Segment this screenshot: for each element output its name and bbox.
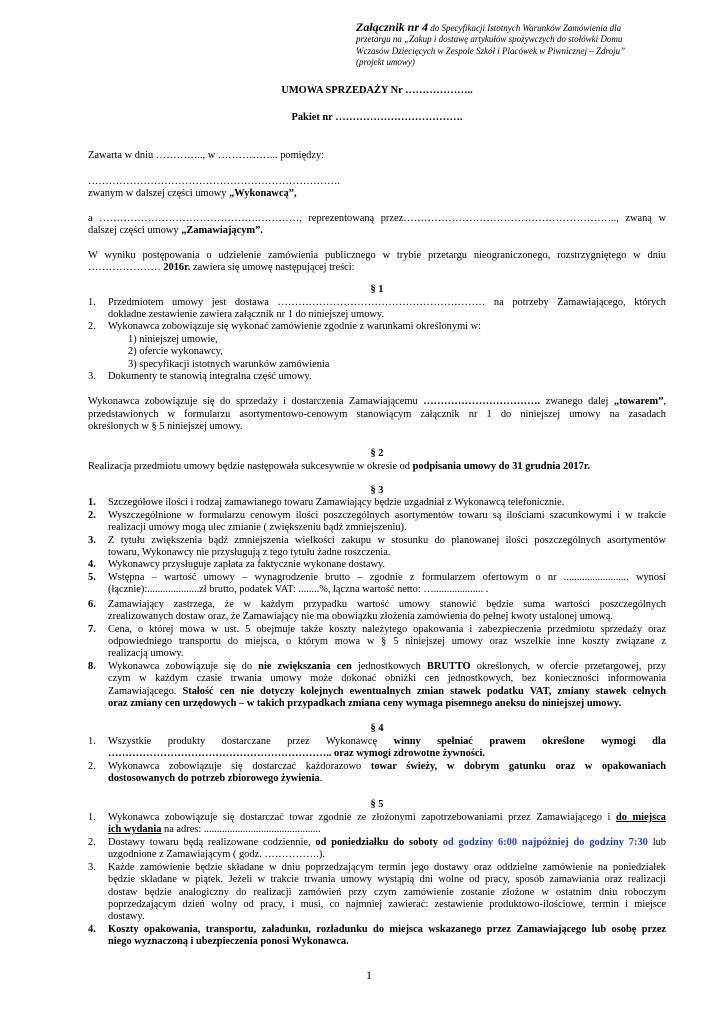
- s3-item-3-l2: towaru, Wykonawcy nie przysługują z tego tytułu żadne roszczenia.: [108, 547, 391, 558]
- s1-num-2: 2.: [88, 321, 96, 332]
- party-line: a ……………………………………….…………, reprezentowaną przez…………………………………………………….., zwaną w: [88, 213, 666, 224]
- s4-num-2: 2.: [88, 761, 96, 772]
- s3-item-1: Szczegółowe ilości i rodzaj zamawianego towaru Zamawiający będzie uzgadniał z Wykonawcą telefonicznie.: [108, 497, 565, 508]
- contractor-dots: ……………………………………………………………….: [88, 176, 340, 187]
- s5-item-3-l3: dostaw będzie analogiczny do realizacji zamówień przy czym zamówienie zostanie złożone w ostatnim dniu roboczym: [108, 887, 666, 898]
- s5-item-4-l2: niego wyznaczoną i ubezpieczenia ponosi Wykonawca.: [108, 936, 349, 947]
- s1-sub-3: 3) specyfikacji istotnych warunków zamówienia: [128, 359, 330, 370]
- concluded-line: Zawarta w dniu ………….., w ……………... pomiędzy:: [88, 150, 325, 161]
- s3-item-6-l2: zrealizowanych dostaw oraz, że Zamawiający nie ma obowiązku złożenia zamówienia do pełnej kwoty ustalonej umową.: [108, 611, 613, 622]
- section-4-heading: § 4: [370, 723, 384, 734]
- s3-item-8-l4: oraz zmiany cen urzędowych – w takich przypadkach zmiana ceny wymaga pisemnego aneksu do niniejszej umowy.: [108, 698, 622, 709]
- s5-item-4-l1: Koszty opakowania, transportu, załadunku, rozładunku do miejsca wskazanego przez Zamawiającego lub osobę przez: [108, 924, 666, 935]
- s5-item-3-l5: dostawy.: [108, 911, 145, 922]
- s4-item-1-l2: ……………………………………………………….. oraz wymogi zdrowotne żywności.: [108, 748, 486, 759]
- s5-num-1: 1.: [88, 812, 96, 823]
- s3-item-7-l1: Cena, o której mowa w ust. 5 obejmuje także koszty należytego opakowania i zabezpieczenia przedmiotu sprzedaży oraz: [108, 624, 666, 635]
- page-number: 1: [366, 968, 372, 982]
- client-line: dalszej części umowy „Zamawiającym”.: [88, 225, 263, 236]
- result-line-1: W wyniku postępowania o udzielenie zamówienia publicznego w trybie przetargu nieograniczonego, rozstrzygniętego w dniu: [88, 250, 666, 261]
- s1-para-l2: przedstawionych w formularzu asortymentowo-cenowym stanowiącym załącznik nr 1 do niniejszej umowy na zasadach: [88, 409, 666, 420]
- s3-item-8-l2: czym w każdym czasie trwania umowy może dokonać obniżki cen jednostkowych, bez konieczności informowania: [108, 673, 666, 684]
- s1-num-3: 3.: [88, 371, 96, 382]
- s3-item-8-l3: Zamawiającego. Stałość cen nie dotyczy kolejnych ewentualnych zmian stawek podatku VAT, zmiany stawek celnych: [108, 686, 666, 697]
- section-2-heading: § 2: [370, 448, 384, 459]
- s4-item-2-l1: Wykonawca zobowiązuje się dostarczać każdorazowo towar świeży, w dobrym gatunku oraz w opakowaniach: [108, 761, 666, 772]
- s3-num-3: 3.: [88, 535, 96, 546]
- s3-item-5-l2: (łącznie):....................zł brutto, podatek VAT: ........%, łączna wartość netto: …................... .: [108, 584, 489, 595]
- s1-num-1: 1.: [88, 297, 96, 308]
- s1-para-l3: określonych w § 5 niniejszej umowy.: [88, 421, 243, 432]
- s3-item-7-l2: odpowiedniego transportu do miejsca, o którym mowa w § 5 niniejszej umowy oraz wszelkie inne koszty związane z: [108, 636, 666, 647]
- s1-item-1-l1: Przedmiotem umowy jest dostawa …………………………………………………… na potrzeby Zamawiającego, których: [108, 297, 666, 308]
- s4-item-2-l2: dostosowanych do potrzeb zbiorowego żywienia.: [108, 773, 323, 784]
- s4-num-1: 1.: [88, 736, 96, 747]
- s5-item-1-l2: ich wydania na adres: .............................................: [108, 824, 321, 835]
- attachment-label: Załącznik nr 4: [356, 20, 429, 34]
- s3-item-4: Wykonawcy przysługuje zapłata za faktycznie wykonane dostawy.: [108, 559, 386, 570]
- s5-item-1-l1: Wykonawca zobowiązuje się dostarczać towar zgodnie ze złożonymi zapotrzebowaniami przez Zamawiającego i do miejsca: [108, 812, 666, 823]
- contractor-line: zwanym w dalszej części umowy „Wykonawcą”,: [88, 188, 297, 199]
- s3-item-5-l1: Wstępna – wartość umowy – wynagrodzenie brutto – zgodnie z formularzem ofertowym o nr ......................... wynosi: [108, 572, 666, 583]
- s3-num-2: 2.: [88, 510, 96, 521]
- s5-item-3-l1: Każde zamówienie będzie składane w dniu poprzedzającym termin jego dostawy oraz oddzielne zamówienie na poniedziałek: [108, 862, 666, 873]
- result-line-2: ………………… 2016r. zawiera się umowę następującej treści:: [88, 262, 355, 273]
- s3-item-6-l1: Zamawiający zastrzega, że w każdym przypadku wartość umowy stanowić będzie suma wartości poszczególnych: [108, 599, 666, 610]
- s1-item-3: Dokumenty te stanowią integralna część umowy.: [108, 371, 312, 382]
- section-5-heading: § 5: [370, 799, 384, 810]
- s3-item-7-l3: realizacją umowy.: [108, 648, 184, 659]
- section-3-heading: § 3: [370, 485, 384, 496]
- package-number: Pakiet nr ……………………………….: [291, 112, 463, 123]
- s5-num-3: 3.: [88, 862, 96, 873]
- s5-num-2: 2.: [88, 837, 96, 848]
- section-1-heading: § 1: [370, 284, 384, 295]
- s3-num-4: 4.: [88, 559, 96, 570]
- s2-text: Realizacja przedmiotu umowy będzie następowała sukcesywnie w okresie od podpisania umowy do 31 grudnia 2017r.: [88, 461, 591, 472]
- contract-title: UMOWA SPRZEDAŻY Nr ………………..: [281, 85, 473, 96]
- s5-item-2-l2: uzgodnione z Zamawiającym ( godz. …………….).: [108, 849, 325, 860]
- s5-item-3-l2: będzie składane w piątek. Jeżeli w trakcie trwania umowy wystąpią dni wolne od pracy, sposób zamawiania oraz realizacji: [108, 874, 666, 885]
- s1-para-l1: Wykonawca zobowiązuje się do sprzedaży i dostarczenia Zamawiającemu ……………………………. zwanego dalej „towarem”,: [88, 396, 666, 407]
- s5-item-3-l4: poprzedzającym dzień wolny od pracy, i musi, co najmniej zawierać: zestawienie produktowo-ilościowe, termin i miejsce: [108, 899, 666, 910]
- s1-sub-2: 2) ofercie wykonawcy,: [128, 346, 223, 357]
- s4-item-1-l1: Wszystkie produkty dostarczane przez Wykonawcę winny spełniać prawem określone wymogi dla: [108, 736, 666, 747]
- attachment-header: Załącznik nr 4 do Specyfikacji Istotnych Warunków Zamówienia dla przetargu na „Zakup i dostawę artykułów spożywczych do stołówki Domu Wczasów Dziecięcych w Zespole Szkół i Placówek w Piwnicznej – Zdroju” (projekt umowy): [356, 20, 626, 68]
- s1-item-1-l2: dokładne zestawienie zawiera załącznik nr 1 do niniejszej umowy.: [108, 309, 385, 320]
- s3-item-2-l1: Wyszczególnione w formularzu cenowym ilości poszczególnych asortymentów towaru są ilościami szacunkowymi i w trakcie: [108, 510, 666, 521]
- s3-num-1: 1.: [88, 497, 96, 508]
- s5-item-2-l1: Dostawy towaru będą realizowane codziennie, od poniedziałku do soboty od godziny 6:00 najpóźniej do godziny 7:30 lub: [108, 837, 666, 848]
- s3-item-8-l1: Wykonawca zobowiązuje się do nie zwiększania cen jednostkowych BRUTTO określonych, w ofercie przetargowej, przy: [108, 661, 666, 672]
- s3-num-5: 5.: [88, 572, 96, 583]
- s1-item-2: Wykonawca zobowiązuje się wykonać zamówienie zgodnie z warunkami określonymi w:: [108, 321, 482, 332]
- s3-num-7: 7.: [88, 624, 96, 635]
- s5-num-4: 4.: [88, 924, 96, 935]
- s3-num-8: 8.: [88, 661, 96, 672]
- s3-num-6: 6.: [88, 599, 96, 610]
- s3-item-2-l2: realizacji umowy mogą ulec zmianie ( zwiększeniu bądź zmniejszeniu).: [108, 522, 407, 533]
- s3-item-3-l1: Z tytułu zwiększenia bądź zmniejszenia wielkości zakupu w stosunku do planowanej ilości poszczególnych asortymentów: [108, 535, 666, 546]
- s1-sub-1: 1) niniejszej umowie,: [128, 334, 218, 345]
